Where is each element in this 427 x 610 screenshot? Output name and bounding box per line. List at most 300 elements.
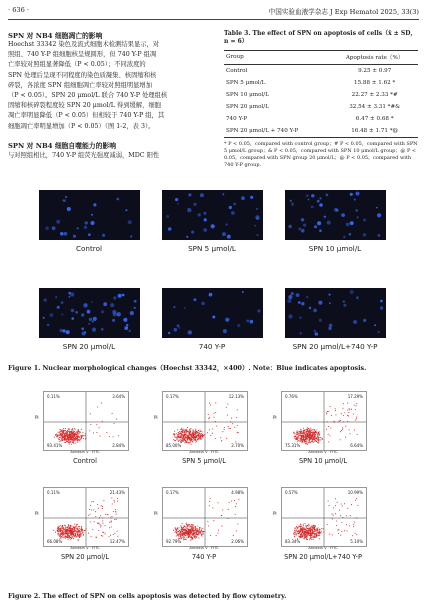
event-dot	[333, 515, 334, 516]
flow-plot	[281, 391, 367, 451]
figure-2-text: The effect of SPN on cells apoptosis was detected by flow cytometry.	[42, 592, 287, 600]
event-dot	[311, 530, 312, 531]
nucleus	[363, 233, 366, 236]
event-dot	[347, 410, 348, 411]
event-dot	[308, 532, 309, 533]
group-cell: SPN 10 μmol/L	[226, 91, 269, 98]
event-dot	[191, 438, 192, 439]
event-dot	[62, 440, 63, 441]
event-dot	[314, 436, 315, 437]
event-dot	[309, 434, 310, 435]
event-dot	[187, 525, 188, 526]
event-dot	[302, 532, 303, 533]
event-dot	[293, 432, 294, 433]
event-dot	[318, 437, 319, 438]
event-dot	[195, 528, 196, 529]
event-dot	[190, 439, 191, 440]
event-dot	[69, 433, 70, 434]
event-dot	[67, 539, 68, 540]
event-dot	[179, 530, 180, 531]
event-dot	[91, 509, 92, 510]
event-dot	[342, 408, 343, 409]
event-dot	[185, 539, 186, 540]
y-axis-label: PI	[154, 415, 158, 420]
event-dot	[338, 529, 339, 530]
event-dot	[327, 411, 328, 412]
event-dot	[309, 441, 310, 442]
nucleus	[130, 235, 132, 237]
nucleus	[254, 225, 256, 227]
nucleus	[374, 324, 376, 326]
event-dot	[73, 432, 74, 433]
event-dot	[65, 536, 66, 537]
event-dot	[96, 424, 97, 425]
event-dot	[55, 435, 56, 436]
event-dot	[335, 513, 336, 514]
event-dot	[181, 441, 182, 442]
table-row	[224, 64, 418, 77]
event-dot	[302, 441, 303, 442]
event-dot	[213, 417, 214, 418]
event-dot	[72, 434, 73, 435]
event-dot	[65, 525, 66, 526]
event-dot	[93, 509, 94, 510]
nucleus	[306, 195, 308, 197]
event-dot	[320, 533, 321, 534]
event-dot	[308, 534, 309, 535]
event-dot	[218, 502, 219, 503]
nucleus	[318, 301, 322, 305]
event-dot	[79, 536, 80, 537]
section-body-apoptosis	[8, 40, 216, 132]
event-dot	[180, 434, 181, 435]
event-dot	[116, 519, 117, 520]
event-dot	[191, 524, 192, 525]
nucleus	[319, 229, 322, 232]
event-dot	[71, 436, 72, 437]
event-dot	[65, 433, 66, 434]
nucleus	[83, 303, 87, 307]
flow-plot-label: SPN 10 μmol/L	[298, 457, 348, 465]
event-dot	[184, 526, 185, 527]
event-dot	[58, 533, 59, 534]
quadrant-percent: 93.41%	[47, 443, 63, 448]
event-dot	[186, 433, 187, 434]
table-row	[224, 125, 418, 138]
event-dot	[189, 533, 190, 534]
event-dot	[185, 437, 186, 438]
event-dot	[98, 530, 99, 531]
event-dot	[193, 433, 194, 434]
event-dot	[69, 442, 70, 443]
event-dot	[319, 538, 320, 539]
event-dot	[192, 529, 193, 530]
nucleus	[298, 228, 301, 231]
event-dot	[83, 535, 84, 536]
event-dot	[189, 526, 190, 527]
event-dot	[61, 536, 62, 537]
event-dot	[218, 530, 219, 531]
event-dot	[181, 428, 182, 429]
nucleus	[103, 302, 107, 306]
event-dot	[69, 444, 70, 445]
event-dot	[96, 432, 97, 433]
nucleus	[92, 321, 94, 323]
event-dot	[78, 433, 79, 434]
event-dot	[77, 438, 78, 439]
event-dot	[330, 406, 331, 407]
event-dot	[355, 420, 356, 421]
quadrant-percent: 21.43%	[109, 490, 125, 495]
event-dot	[198, 434, 199, 435]
nucleus	[87, 310, 91, 314]
event-dot	[318, 432, 319, 433]
event-dot	[63, 529, 64, 530]
event-dot	[189, 431, 190, 432]
event-dot	[81, 436, 82, 437]
nucleus	[237, 324, 240, 327]
event-dot	[208, 414, 209, 415]
text-line: 凋亡率明显降低（P < 0.05）但相较于 740 Y-P 组，其	[8, 112, 165, 120]
group-cell: SPN 20 μmol/L	[226, 103, 269, 110]
event-dot	[65, 434, 66, 435]
nucleus	[225, 318, 229, 322]
event-dot	[73, 534, 74, 535]
event-dot	[190, 540, 191, 541]
event-dot	[67, 441, 68, 442]
event-dot	[186, 531, 187, 532]
nucleus	[353, 320, 357, 324]
event-dot	[179, 433, 180, 434]
nucleus	[56, 220, 60, 224]
event-dot	[307, 528, 308, 529]
event-dot	[90, 505, 91, 506]
event-dot	[193, 437, 194, 438]
event-dot	[192, 430, 193, 431]
event-dot	[343, 403, 344, 404]
micrograph-panel	[162, 190, 263, 240]
event-dot	[111, 526, 112, 527]
event-dot	[314, 527, 315, 528]
event-dot	[81, 527, 82, 528]
micrograph-image	[162, 288, 263, 338]
event-dot	[310, 530, 311, 531]
event-dot	[318, 440, 319, 441]
event-dot	[64, 537, 65, 538]
micrograph-label: SPN 5 μmol/L	[188, 244, 236, 253]
event-dot	[355, 405, 356, 406]
event-dot	[309, 431, 310, 432]
event-dot	[306, 436, 307, 437]
event-dot	[74, 440, 75, 441]
event-dot	[189, 529, 190, 530]
event-dot	[308, 428, 309, 429]
nucleus	[201, 302, 205, 306]
event-dot	[62, 434, 63, 435]
event-dot	[201, 529, 202, 530]
event-dot	[184, 429, 185, 430]
event-dot	[113, 534, 114, 535]
quadrant-percent: 3.64%	[112, 394, 125, 399]
rate-cell: 22.27 ± 2.33 *#	[351, 91, 398, 98]
event-dot	[317, 436, 318, 437]
event-dot	[79, 432, 80, 433]
event-dot	[59, 536, 60, 537]
micrograph-image	[285, 288, 386, 338]
event-dot	[196, 528, 197, 529]
event-dot	[105, 533, 106, 534]
event-dot	[72, 530, 73, 531]
event-dot	[297, 527, 298, 528]
event-dot	[310, 438, 311, 439]
event-dot	[303, 524, 304, 525]
event-dot	[315, 440, 316, 441]
event-dot	[316, 441, 317, 442]
event-dot	[193, 434, 194, 435]
event-dot	[74, 429, 75, 430]
event-dot	[319, 529, 320, 530]
micrograph-label: SPN 10 μmol/L	[308, 244, 362, 253]
event-dot	[233, 535, 234, 536]
event-dot	[234, 500, 235, 501]
event-dot	[305, 443, 306, 444]
event-dot	[95, 511, 96, 512]
event-dot	[83, 534, 84, 535]
event-dot	[300, 438, 301, 439]
event-dot	[196, 531, 197, 532]
event-dot	[296, 529, 297, 530]
event-dot	[341, 503, 342, 504]
event-dot	[314, 432, 315, 433]
event-dot	[341, 531, 342, 532]
flow-plot-label: 740 Y-P	[191, 553, 217, 561]
event-dot	[349, 408, 350, 409]
nucleus	[125, 209, 127, 211]
event-dot	[341, 522, 342, 523]
event-dot	[113, 500, 114, 501]
quadrant-percent: 0.17%	[166, 394, 179, 399]
event-dot	[81, 526, 82, 527]
event-dot	[57, 438, 58, 439]
event-dot	[77, 533, 78, 534]
event-dot	[70, 532, 71, 533]
event-dot	[117, 498, 118, 499]
event-dot	[101, 403, 102, 404]
event-dot	[102, 508, 103, 509]
event-dot	[187, 528, 188, 529]
event-dot	[194, 436, 195, 437]
event-dot	[331, 415, 332, 416]
event-dot	[89, 509, 90, 510]
table-3	[224, 30, 418, 170]
event-dot	[195, 527, 196, 528]
nucleus	[336, 209, 339, 212]
y-axis-label: PI	[154, 511, 158, 516]
event-dot	[309, 533, 310, 534]
event-dot	[70, 539, 71, 540]
event-dot	[108, 536, 109, 537]
event-dot	[234, 427, 235, 428]
flow-plot	[43, 391, 129, 451]
event-dot	[200, 438, 201, 439]
event-dot	[182, 523, 183, 524]
event-dot	[179, 527, 180, 528]
event-dot	[67, 536, 68, 537]
event-dot	[301, 526, 302, 527]
event-dot	[199, 527, 200, 528]
event-dot	[299, 431, 300, 432]
event-dot	[196, 431, 197, 432]
event-dot	[192, 534, 193, 535]
nucleus	[130, 311, 134, 315]
event-dot	[179, 533, 180, 534]
event-dot	[299, 434, 300, 435]
event-dot	[307, 438, 308, 439]
event-dot	[326, 429, 327, 430]
event-dot	[311, 525, 312, 526]
event-dot	[315, 537, 316, 538]
figure-2-caption	[8, 592, 419, 600]
event-dot	[344, 503, 345, 504]
figure-1-text: Nuclear morphological changes（Hoechst 33342，×400）. Note：Blue indicates apoptosis.	[42, 364, 367, 372]
event-dot	[346, 524, 347, 525]
nucleus	[45, 226, 49, 230]
nucleus	[84, 226, 87, 229]
event-dot	[103, 500, 104, 501]
nucleus	[288, 314, 292, 318]
event-dot	[184, 539, 185, 540]
event-dot	[298, 440, 299, 441]
event-dot	[340, 420, 341, 421]
event-dot	[305, 433, 306, 434]
event-dot	[321, 531, 322, 532]
event-dot	[182, 441, 183, 442]
event-dot	[319, 535, 320, 536]
event-dot	[180, 525, 181, 526]
event-dot	[313, 435, 314, 436]
event-dot	[333, 507, 334, 508]
nucleus	[191, 231, 194, 234]
event-dot	[229, 502, 230, 503]
event-dot	[301, 433, 302, 434]
event-dot	[76, 529, 77, 530]
event-dot	[318, 531, 319, 532]
event-dot	[316, 533, 317, 534]
event-dot	[197, 439, 198, 440]
event-dot	[354, 404, 355, 405]
event-dot	[310, 430, 311, 431]
event-dot	[70, 531, 71, 532]
event-dot	[353, 526, 354, 527]
event-dot	[195, 435, 196, 436]
event-dot	[295, 531, 296, 532]
quadrant-percent: 6.64%	[350, 443, 363, 448]
event-dot	[65, 442, 66, 443]
event-dot	[232, 423, 233, 424]
event-dot	[176, 433, 177, 434]
event-dot	[349, 525, 350, 526]
event-dot	[349, 429, 350, 430]
event-dot	[191, 434, 192, 435]
event-dot	[90, 514, 91, 515]
event-dot	[201, 535, 202, 536]
event-dot	[307, 427, 308, 428]
event-dot	[102, 536, 103, 537]
event-dot	[187, 532, 188, 533]
col-header-rate: Apoptosis rate（%）	[331, 50, 418, 64]
event-dot	[191, 536, 192, 537]
event-dot	[189, 442, 190, 443]
event-dot	[173, 439, 174, 440]
event-dot	[303, 538, 304, 539]
event-dot	[79, 533, 80, 534]
nucleus	[288, 295, 292, 299]
table-row	[224, 77, 418, 89]
event-dot	[174, 431, 175, 432]
quadrant-percent: 2.06%	[231, 539, 244, 544]
event-dot	[69, 437, 70, 438]
event-dot	[73, 532, 74, 533]
nucleus	[250, 196, 253, 199]
flow-plot-label: SPN 20 μmol/L+740 Y-P	[284, 553, 362, 561]
group-cell: SPN 20 μmol/L + 740 Y-P	[224, 125, 331, 138]
nucleus	[166, 215, 169, 218]
micrograph-label: 740 Y-P	[198, 342, 226, 351]
event-dot	[300, 531, 301, 532]
event-dot	[61, 526, 62, 527]
table-title: Table 3. The effect of SPN on apoptosis of cells（x̄ ± SD，n = 6）	[224, 30, 417, 46]
event-dot	[113, 511, 114, 512]
event-dot	[208, 418, 209, 419]
event-dot	[90, 413, 91, 414]
event-dot	[63, 428, 64, 429]
event-dot	[348, 412, 349, 413]
micrograph-panel	[285, 190, 386, 240]
event-dot	[328, 441, 329, 442]
event-dot	[62, 534, 63, 535]
event-dot	[350, 515, 351, 516]
nucleus	[317, 221, 321, 225]
event-dot	[59, 531, 60, 532]
flow-plot-svg	[163, 488, 247, 546]
nucleus	[198, 213, 201, 216]
flow-plot	[281, 487, 367, 547]
event-dot	[209, 403, 210, 404]
event-dot	[177, 527, 178, 528]
event-dot	[66, 440, 67, 441]
event-dot	[236, 530, 237, 531]
event-dot	[341, 413, 342, 414]
event-dot	[67, 434, 68, 435]
event-dot	[308, 524, 309, 525]
event-dot	[342, 505, 343, 506]
text-line: 与对照组相比，740 Y-P 组荧光强度减弱，MDC 阳性	[8, 152, 160, 159]
event-dot	[356, 534, 357, 535]
event-dot	[347, 508, 348, 509]
event-dot	[183, 527, 184, 528]
event-dot	[296, 526, 297, 527]
event-dot	[117, 536, 118, 537]
nucleus	[177, 203, 179, 205]
event-dot	[67, 527, 68, 528]
event-dot	[88, 533, 89, 534]
event-dot	[301, 441, 302, 442]
event-dot	[303, 428, 304, 429]
event-dot	[317, 434, 318, 435]
event-dot	[72, 432, 73, 433]
event-dot	[178, 440, 179, 441]
event-dot	[78, 431, 79, 432]
